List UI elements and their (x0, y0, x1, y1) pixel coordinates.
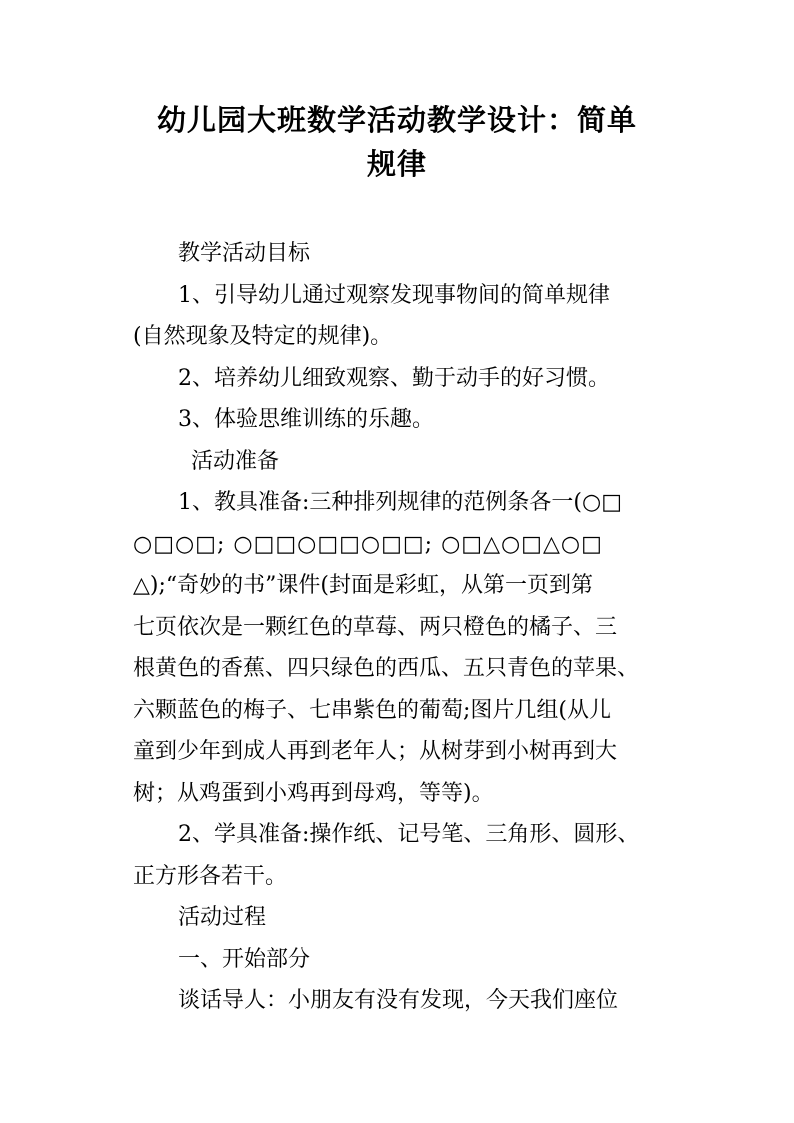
title-line-2: 规律 (366, 147, 427, 181)
subsection-heading: 一、开始部分 (178, 946, 311, 972)
paragraph-line: △);“奇妙的书”课件(封面是彩虹，从第一页到第 (133, 573, 593, 598)
paragraph-line: 2、学具准备:操作纸、记号笔、三角形、圆形、 (178, 822, 640, 847)
paragraph-line: 正方形各若干。 (133, 863, 288, 889)
section-heading-preparation: 活动准备 (191, 448, 280, 474)
paragraph-line: 七页依次是一颗红色的草莓、两只橙色的橘子、三 (133, 614, 618, 640)
paragraph-line: 谈话导人：小朋友有没有发现，今天我们座位 (178, 988, 619, 1013)
paragraph-line: ○□○□; ○□□○□□○□□; ○□△○□△○□ (133, 531, 603, 557)
paragraph-line: 3、体验思维训练的乐趣。 (178, 407, 434, 432)
paragraph-line: (自然现象及特定的规律)。 (133, 324, 393, 349)
paragraph-line: 2、培养幼儿细致观察、勤于动手的好习惯。 (178, 365, 610, 391)
paragraph-line: 树；从鸡蛋到小鸡再到母鸡，等等)。 (133, 780, 494, 806)
paragraph-line: 1、教具准备:三种排列规律的范例条各一(○□ (178, 490, 622, 515)
paragraph-line: 童到少年到成人再到老年人；从树芽到小树再到大 (133, 739, 618, 764)
title-line-1: 幼儿园大班数学活动教学设计：简单 (156, 103, 637, 137)
document-title (130, 98, 664, 186)
paragraph-line: 根黄色的香蕉、四只绿色的西瓜、五只青色的苹果、 (133, 656, 640, 681)
document-body (133, 233, 673, 1022)
section-heading-goals: 教学活动目标 (178, 241, 311, 266)
paragraph-line: 六颗蓝色的梅子、七串紫色的葡萄;图片几组(从儿 (133, 697, 611, 723)
paragraph-line: 1、引导幼儿通过观察发现事物间的简单规律 (178, 282, 610, 308)
section-heading-process: 活动过程 (178, 905, 267, 930)
